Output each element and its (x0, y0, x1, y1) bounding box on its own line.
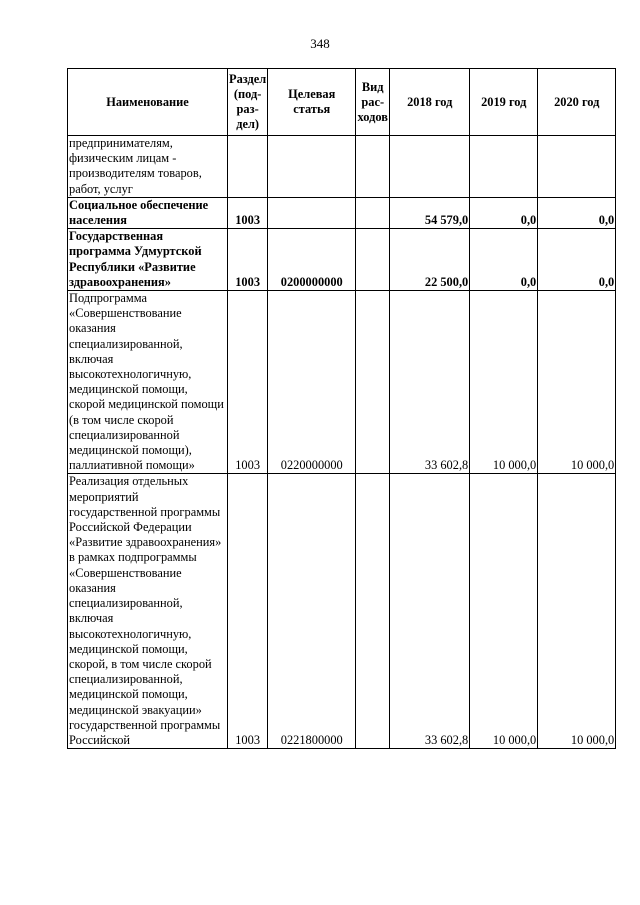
row-section-cell: 1003 (228, 229, 268, 291)
row-2020-cell: 0,0 (538, 229, 616, 291)
row-name-cell: Социальное обеспечение населения (68, 197, 228, 228)
row-2020-cell: 10 000,0 (538, 474, 616, 749)
row-name-cell: Государственная программа Удмуртской Республики «Развитие здравоохранения» (68, 229, 228, 291)
row-section-cell: 1003 (228, 474, 268, 749)
row-name-cell: предпринимателям, физическим лицам - производителям товаров, работ, услуг (68, 136, 228, 198)
row-2019-cell: 0,0 (470, 197, 538, 228)
row-2018-cell (390, 136, 470, 198)
row-2020-cell: 0,0 (538, 197, 616, 228)
row-expense-type-cell (356, 229, 390, 291)
row-2018-cell: 22 500,0 (390, 229, 470, 291)
row-2018-cell: 33 602,8 (390, 291, 470, 474)
page-number: 348 (310, 36, 330, 51)
row-expense-type-cell (356, 136, 390, 198)
row-2018-cell: 54 579,0 (390, 197, 470, 228)
header-2019: 2019 год (470, 69, 538, 136)
row-target-cell: 0220000000 (268, 291, 356, 474)
table-row (68, 197, 616, 228)
table-header-row (68, 69, 616, 136)
row-2020-cell: 10 000,0 (538, 291, 616, 474)
table-row (68, 291, 616, 474)
table-row (68, 474, 616, 749)
row-2018-cell: 33 602,8 (390, 474, 470, 749)
row-expense-type-cell (356, 291, 390, 474)
row-section-cell: 1003 (228, 197, 268, 228)
header-target: Целевая статья (268, 69, 356, 136)
row-2019-cell (470, 136, 538, 198)
header-2018: 2018 год (390, 69, 470, 136)
budget-table (67, 68, 616, 749)
row-section-cell (228, 136, 268, 198)
header-2020: 2020 год (538, 69, 616, 136)
row-2019-cell: 10 000,0 (470, 474, 538, 749)
row-target-cell (268, 197, 356, 228)
header-name: Наименование (68, 69, 228, 136)
row-section-cell: 1003 (228, 291, 268, 474)
header-expense-type: Вид рас-ходов (356, 69, 390, 136)
table-body (68, 136, 616, 749)
row-2020-cell (538, 136, 616, 198)
row-2019-cell: 0,0 (470, 229, 538, 291)
row-2019-cell: 10 000,0 (470, 291, 538, 474)
header-section: Раздел (под-раз-дел) (228, 69, 268, 136)
row-expense-type-cell (356, 474, 390, 749)
row-name-cell: Реализация отдельных мероприятий государственной программы Российской Федерации «Развитие здравоохранения» в рамках подпрограммы «Совершенствование оказания специализированной, включая высокотехнологичную, медицинской помощи, скорой, в том числе скорой специализированной, медицинской помощи, медицинской эвакуации» государственной программы Российской (68, 474, 228, 749)
table-row (68, 136, 616, 198)
row-name-cell: Подпрограмма «Совершенствование оказания специализированной, включая высокотехнологичную, медицинской помощи, скорой медицинской помощи (в том числе скорой специализированной медицинской помощи), паллиативной помощи» (68, 291, 228, 474)
row-expense-type-cell (356, 197, 390, 228)
row-target-cell: 0221800000 (268, 474, 356, 749)
row-target-cell (268, 136, 356, 198)
row-target-cell: 0200000000 (268, 229, 356, 291)
table-row (68, 229, 616, 291)
